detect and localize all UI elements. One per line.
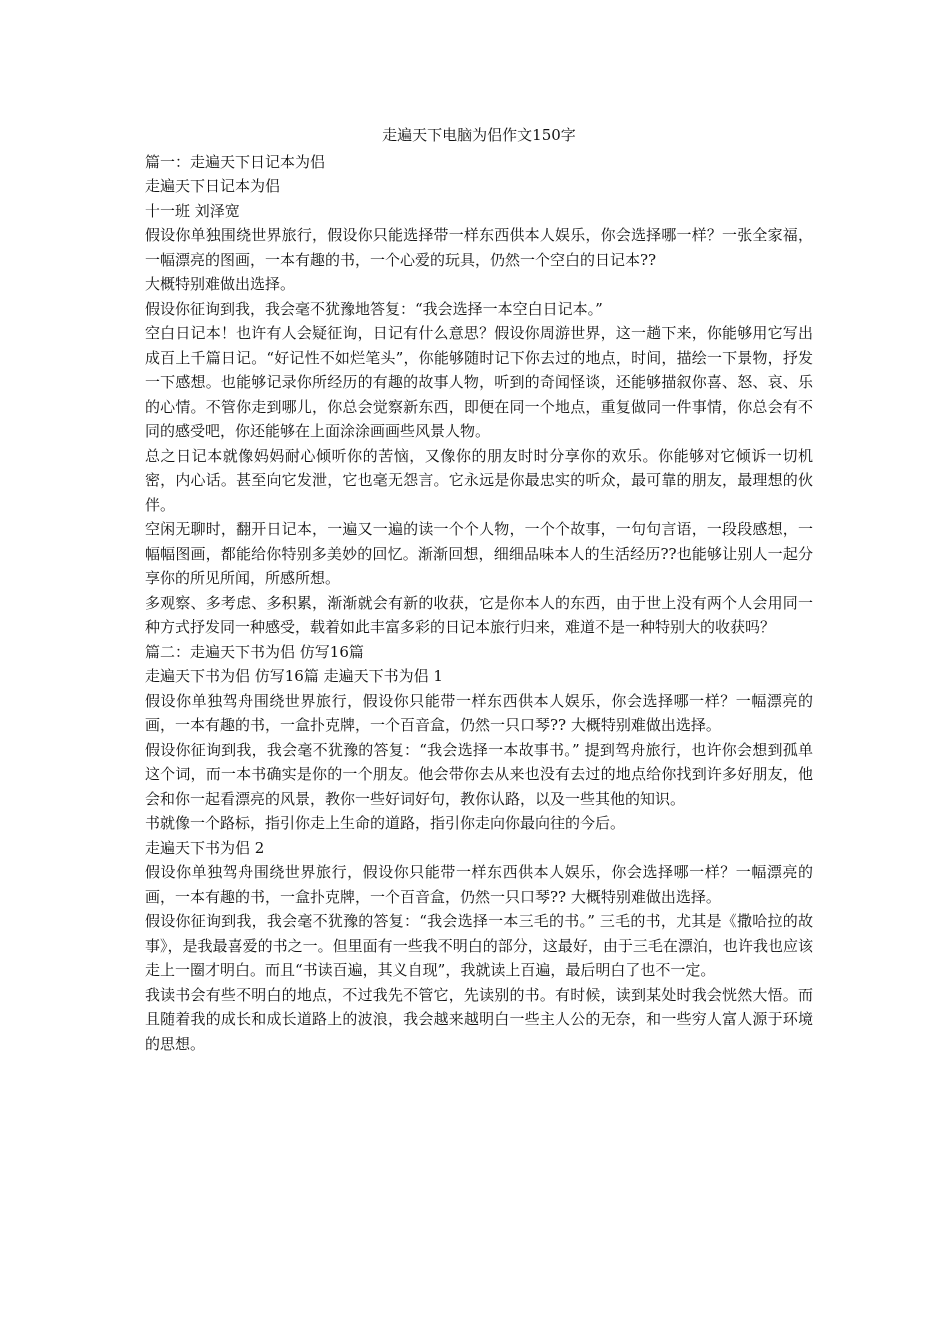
paragraph-4: 假设你单独围绕世界旅行，假设你只能选择带一样东西供本人娱乐，你会选择哪一样？一张全家福，一幅漂亮的图画，一本有趣的书，一个心爱的玩具，仍然一个空白的日记本?? (145, 226, 813, 269)
paragraph-16: 走遍天下书为侣 2 (145, 838, 265, 857)
paragraph-12: 走遍天下书为侣 仿写16篇 走遍天下书为侣 1 (145, 667, 443, 685)
paragraph-9: 空闲无聊时，翻开日记本，一遍又一遍的读一个个人物，一个个故事，一句句言语，一段段感想，一幅幅图画，都能给你特别多美妙的回忆。渐渐回想，细细品味本人的生活经历??也能够让别人一起分享你的所见所闻，所感所想。 (145, 520, 813, 587)
document-title: 走遍天下电脑为侣作文150字 (382, 126, 576, 144)
paragraph-15: 书就像一个路标，指引你走上生命的道路，指引你走向你最向往的今后。 (145, 814, 626, 832)
paragraph-7: 空白日记本！也许有人会疑征询，日记有什么意思？假设你周游世界，这一趟下来，你能够用它写出成百上千篇日记。“好记性不如烂笔头”，你能够随时记下你去过的地点，时间，描绘一下景物，抒发一下感想。也能够记录你所经历的有趣的故事人物，听到的奇闻怪谈，还能够描叙你喜、怒、哀、乐的心情。不管你走到哪儿，你总会觉察新东西，即便在同一个地点，重复做同一件事情，你总会有不同的感受吧，你还能够在上面涂涂画画些风景人物。 (145, 324, 813, 440)
paragraph-11: 篇二：走遍天下书为侣 仿写16篇 (145, 642, 364, 661)
paragraph-10: 多观察、多考虑、多积累，渐渐就会有新的收获，它是你本人的东西，由于世上没有两个人会用同一种方式抒发同一种感受，载着如此丰富多彩的日记本旅行归来，难道不是一种特别大的收获吗？ (145, 593, 813, 636)
paragraph-5: 大概特别难做出选择。 (145, 275, 296, 293)
paragraph-17: 假设你单独驾舟围绕世界旅行，假设你只能带一样东西供本人娱乐，你会选择哪一样？一幅漂亮的画，一本有趣的书，一盒扑克牌，一个百音盒，仍然一只口琴?? 大概特别难做出选择。 (145, 863, 813, 906)
document-page (145, 123, 813, 1056)
paragraph-19: 我读书会有些不明白的地点，不过我先不管它，先读别的书。有时候，读到某处时我会恍然大悟。而且随着我的成长和成长道路上的波浪，我会越来越明白一些主人公的无奈，和一些穷人富人源于环境的思想。 (145, 985, 813, 1053)
paragraph-18: 假设你征询到我，我会毫不犹豫的答复：“我会选择一本三毛的书。” 三毛的书，尤其是《撒哈拉的故事》，是我最喜爱的书之一。但里面有一些我不明白的部分，这最好，由于三毛在漂泊，也许我也应该走上一圈才明白。而且“书读百遍，其义自现”，我就读上百遍，最后明白了也不一定。 (145, 912, 813, 979)
paragraph-13: 假设你单独驾舟围绕世界旅行，假设你只能带一样东西供本人娱乐，你会选择哪一样？一幅漂亮的画，一本有趣的书，一盒扑克牌，一个百音盒，仍然一只口琴?? 大概特别难做出选择。 (145, 691, 813, 734)
paragraph-14: 假设你征询到我，我会毫不犹豫的答复：“我会选择一本故事书。” 提到驾舟旅行，也许你会想到孤单这个词，而一本书确实是你的一个朋友。他会带你去从来也没有去过的地点给你找到许多好朋友，他会和你一起看漂亮的风景，教你一些好词好句，教你认路，以及一些其他的知识。 (145, 740, 813, 808)
paragraph-6: 假设你征询到我，我会毫不犹豫地答复：“我会选择一本空白日记本。” (145, 299, 603, 318)
paragraph-2: 走遍天下日记本为侣 (145, 177, 281, 195)
paragraph-3: 十一班 刘泽宽 (145, 201, 240, 220)
paragraph-8: 总之日记本就像妈妈耐心倾听你的苦恼，又像你的朋友时时分享你的欢乐。你能够对它倾诉一切机密，内心话。甚至向它发泄，它也毫无怨言。它永远是你最忠实的听众，最可靠的朋友，最理想的伙伴。 (145, 446, 813, 514)
paragraph-1: 篇一：走遍天下日记本为侣 (145, 152, 326, 171)
